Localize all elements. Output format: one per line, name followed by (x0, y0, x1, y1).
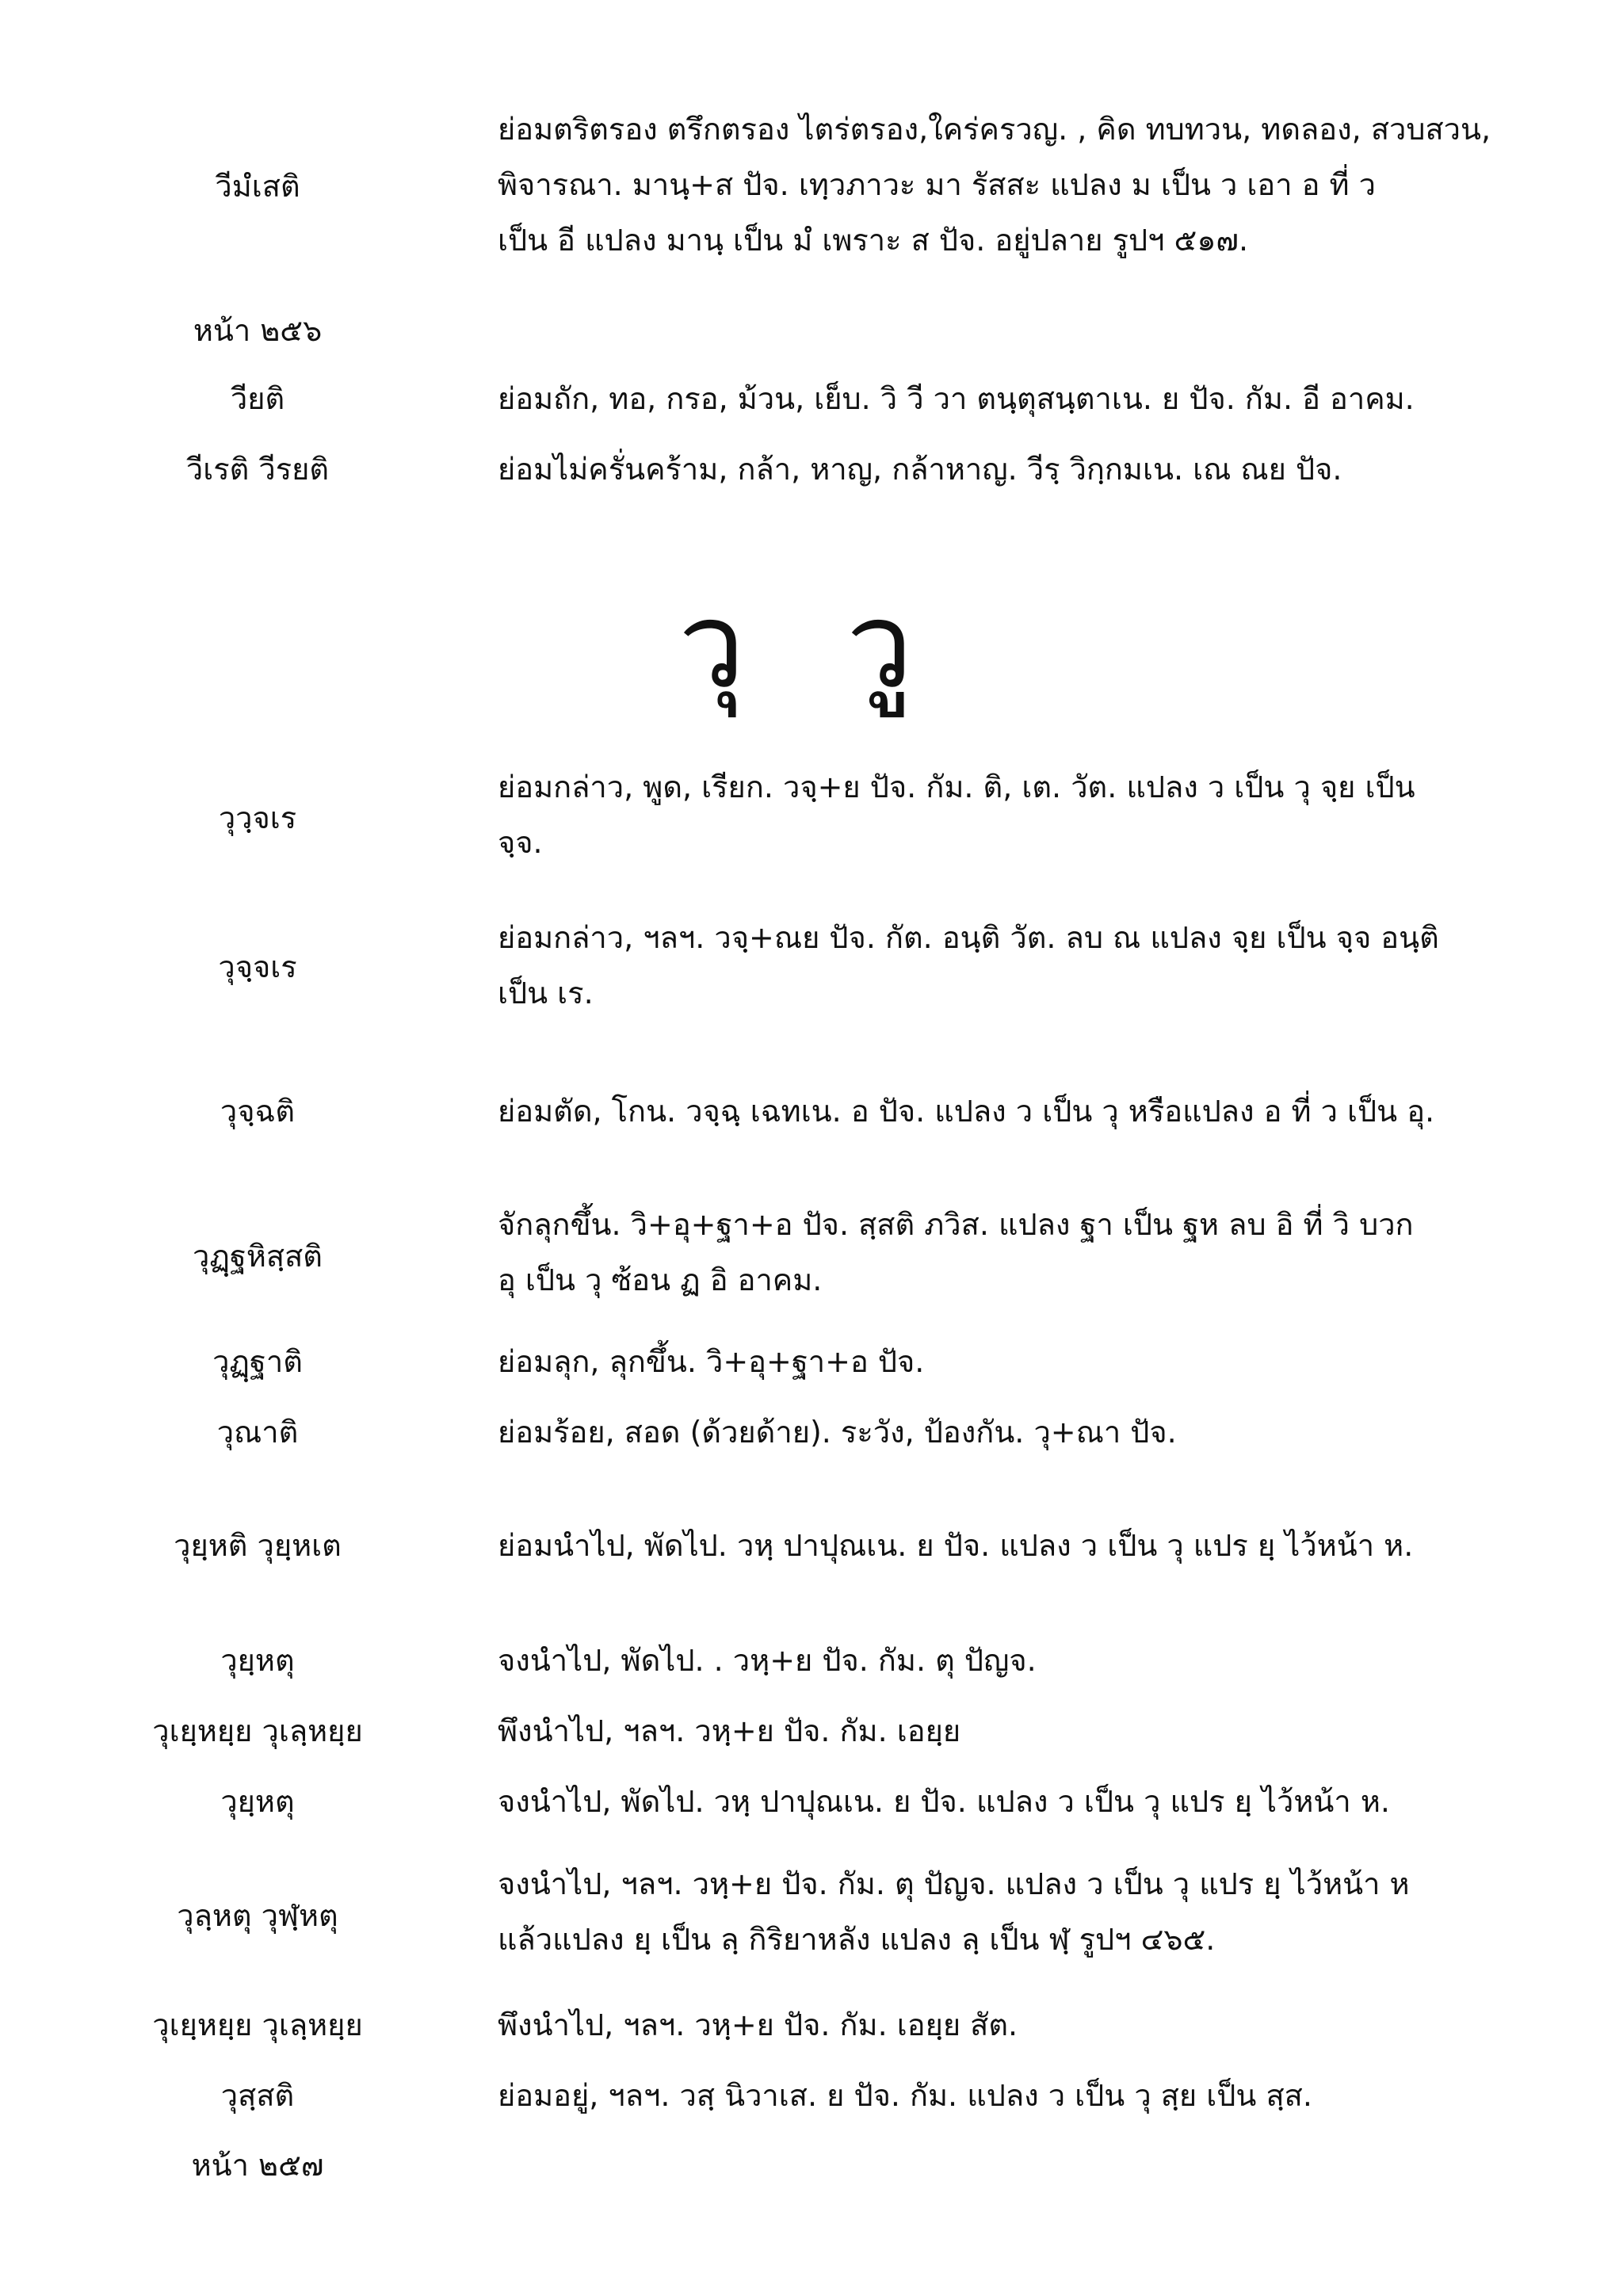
definition-line: พึงนำไป, ฯลฯ. วหฺ+ย ปัจ. กัม. เอยฺย (498, 1713, 961, 1748)
definition-line: ย่อมตัด, โกน. วจฺฉฺ เฉทเน. อ ปัจ. แปลง ว เป็น วุ หรือแปลง อ ที่ ว เป็น อุ. (498, 1094, 1435, 1129)
definition-line: อุ เป็น วุ ซ้อน ฏ อิ อาคม. (498, 1263, 823, 1297)
entry-term: วุวฺจเร (218, 800, 297, 835)
definition-line: จฺจ. (498, 825, 543, 860)
entry-term: วุณาติ (216, 1415, 299, 1450)
definition-line: ย่อมไม่ครั่นคร้าม, กล้า, หาญ, กล้าหาญ. วีรฺ วิกฺกมเน. เณ ณย ปัจ. (498, 452, 1342, 487)
entry-definition (498, 1404, 1583, 1460)
entry-definition (498, 1518, 1583, 1573)
entry-definition (498, 101, 1583, 268)
definition-line: ย่อมลุก, ลุกขึ้น. วิ+อุ+ฐา+อ ปัจ. (498, 1344, 925, 1379)
entry-definition (498, 1083, 1583, 1139)
entry-definition (498, 1997, 1583, 2053)
definition-line: พึงนำไป, ฯลฯ. วหฺ+ย ปัจ. กัม. เอยฺย สัต. (498, 2008, 1018, 2042)
entry-term: วุฏฺฐาติ (212, 1344, 303, 1379)
entry-term: วุยฺหตุ (220, 1784, 295, 1819)
definition-line: ย่อมกล่าว, ฯลฯ. วจฺ+ณย ปัจ. กัต. อนฺติ วัต. ลบ ณ แปลง จฺย เป็น จฺจ อนฺติ (498, 920, 1439, 955)
definition-line: เป็น อี แปลง มานฺ เป็น มํ เพราะ ส ปัจ. อยู่ปลาย รูปฯ ๕๑๗. (498, 223, 1249, 258)
definition-line: ย่อมกล่าว, พูด, เรียก. วจฺ+ย ปัจ. กัม. ติ, เต. วัต. แปลง ว เป็น วุ จฺย เป็น (498, 770, 1415, 804)
entry-term: วุจฺฉติ (220, 1094, 296, 1129)
entry-term: วุลฺหตุ วุฬฺหตุ (177, 1898, 338, 1933)
entry-definition (498, 1197, 1583, 1308)
definition-line: ย่อมร้อย, สอด (ด้วยด้าย). ระวัง, ป้องกัน. วุ+ณา ปัจ. (498, 1415, 1177, 1450)
definition-line: จงนำไป, พัดไป. . วหฺ+ย ปัจ. กัม. ตุ ปัญจ. (498, 1643, 1037, 1678)
entry-term: วุเยฺหยฺย วุเลฺหยฺย (152, 2008, 363, 2042)
entry-definition (498, 2068, 1583, 2123)
definition-line: ย่อมอยู่, ฯลฯ. วสฺ นิวาเส. ย ปัจ. กัม. แปลง ว เป็น วุ สฺย เป็น สฺส. (498, 2078, 1312, 2113)
entry-term: วียติ (230, 381, 285, 416)
entry-definition (498, 1633, 1583, 1688)
entry-term: วีมํเสติ (215, 169, 300, 204)
definition-line: ย่อมนำไป, พัดไป. วหฺ ปาปุณเน. ย ปัจ. แปลง ว เป็น วุ แปร ยฺ ไว้หน้า ห. (498, 1528, 1414, 1563)
entry-definition (498, 910, 1583, 1021)
page-number-label: หน้า ๒๕๗ (191, 2148, 324, 2183)
entry-term: วุจฺจเร (218, 949, 297, 984)
entry-definition (498, 1856, 1583, 1967)
definition-line: จักลุกขึ้น. วิ+อุ+ฐา+อ ปัจ. สฺสติ ภวิส. แปลง ฐา เป็น ฐห ลบ อิ ที่ วิ บวก (498, 1207, 1414, 1242)
section-heading: วุ วู (678, 577, 945, 715)
entry-term: วีเรติ วีรยติ (185, 452, 330, 487)
entry-definition (498, 1774, 1583, 1829)
page-number-label: หน้า ๒๕๖ (193, 313, 323, 348)
definition-line: พิจารณา. มานฺ+ส ปัจ. เทฺวภาวะ มา รัสสะ แปลง ม เป็น ว เอา อ ที่ ว (498, 167, 1377, 202)
definition-line: จงนำไป, พัดไป. วหฺ ปาปุณเน. ย ปัจ. แปลง ว เป็น วุ แปร ยฺ ไว้หน้า ห. (498, 1784, 1390, 1819)
entry-term: วุสฺสติ (220, 2078, 295, 2113)
entry-definition (498, 371, 1583, 426)
entry-definition (498, 759, 1583, 870)
entry-term: วุยฺหตุ (220, 1643, 295, 1678)
entry-term: วุฏฺฐหิสฺสติ (193, 1239, 323, 1274)
definition-line: แล้วแปลง ยฺ เป็น ลฺ กิริยาหลัง แปลง ลฺ เป็น ฬฺ รูปฯ ๔๖๕. (498, 1922, 1216, 1957)
entry-definition (498, 1334, 1583, 1389)
definition-line: จงนำไป, ฯลฯ. วหฺ+ย ปัจ. กัม. ตุ ปัญจ. แปลง ว เป็น วุ แปร ยฺ ไว้หน้า ห (498, 1866, 1410, 1901)
entry-term: วุยฺหติ วุยฺหเต (174, 1528, 342, 1563)
entry-term: วุเยฺหยฺย วุเลฺหยฺย (152, 1713, 363, 1748)
entry-definition (498, 441, 1583, 497)
definition-line: เป็น เร. (498, 976, 594, 1010)
definition-line: ย่อมถัก, ทอ, กรอ, ม้วน, เย็บ. วิ วี วา ตนฺตุสนฺตาเน. ย ปัจ. กัม. อี อาคม. (498, 381, 1415, 416)
definition-line: ย่อมตริตรอง ตรึกตรอง ไตร่ตรอง,ใคร่ครวญ. , คิด ทบทวน, ทดลอง, สวบสวน, (498, 112, 1491, 147)
entry-definition (498, 1703, 1583, 1759)
